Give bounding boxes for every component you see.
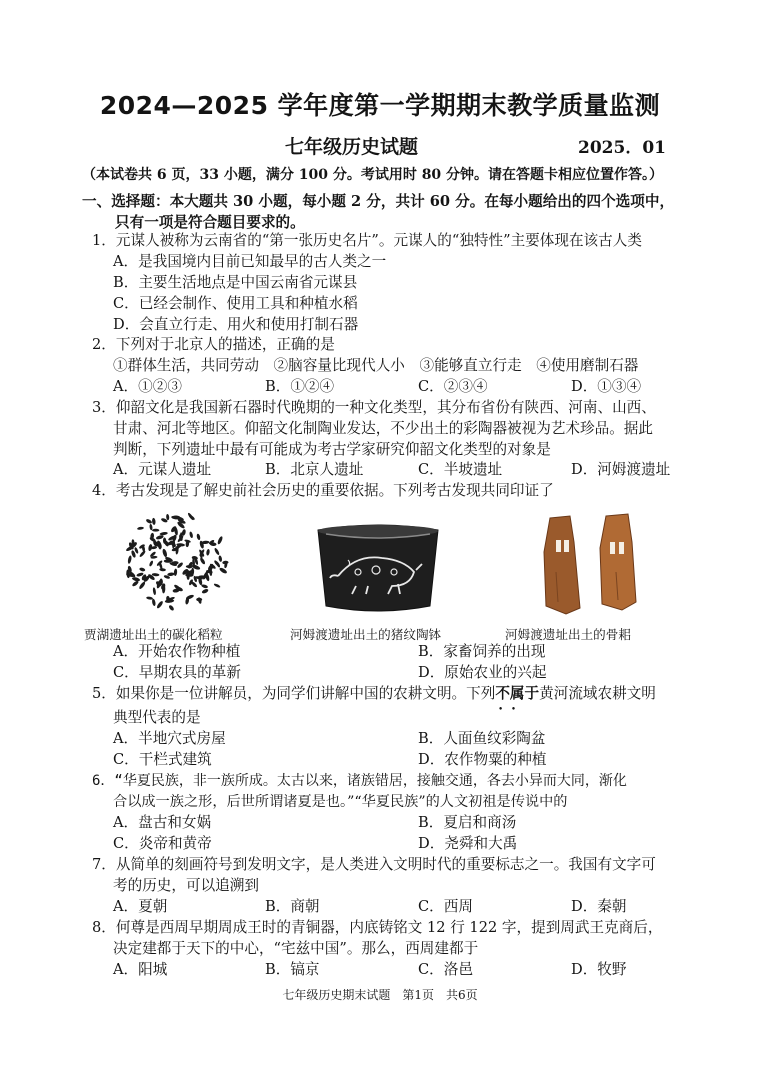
q5-stem-part1: 5．如果你是一位讲解员，为同学们讲解中国的农耕文明。下列: [92, 685, 496, 702]
q2-option-a: A．①②③: [113, 378, 182, 395]
q4-option-b: B．家畜饲养的出现: [418, 643, 546, 660]
q6-option-a: A．盘古和女娲: [113, 814, 212, 831]
section-heading: 一、选择题：本大题共 30 小题，每小题 2 分，共计 60 分。在每小题给出的四个选项中，: [82, 193, 675, 210]
q8-stem-line1: 8．何尊是西周早期周成王时的青铜器，内底铸铭文 12 行 122 字，提到周武王克商后，: [92, 919, 663, 936]
q8-option-c: C．洛邑: [418, 961, 473, 978]
q3-option-c: C．半坡遗址: [418, 461, 503, 478]
q8-option-b: B．镐京: [265, 961, 320, 978]
q4-stem: 4．考古发现是了解史前社会历史的重要依据。下列考古发现共同印证了: [92, 482, 554, 499]
q7-option-c: C．西周: [418, 898, 473, 915]
bone-spade-image: [536, 512, 646, 618]
q2-items: ①群体生活，共同劳动 ②脑容量比现代人小 ③能够直立行走 ④使用磨制石器: [113, 357, 639, 374]
q7-option-b: B．商朝: [265, 898, 320, 915]
q5-stem-line1: [92, 684, 656, 704]
q5-option-c: C．干栏式建筑: [113, 751, 212, 768]
q3-option-d: D．河姆渡遗址: [571, 461, 671, 478]
exam-title: 2024—2025 学年度第一学期期末教学质量监测: [99, 91, 661, 120]
q3-stem-line3: 判断，下列遗址中最有可能成为考古学家研究仰韶文化类型的对象是: [113, 441, 551, 458]
q1-option-d: D．会直立行走、用火和使用打制石器: [113, 316, 359, 333]
q3-stem-line2: 甘肃、河北等地区。仰韶文化制陶业发达，不少出土的彩陶器被视为艺术珍品。据此: [113, 420, 653, 437]
q4-option-a: A．开始农作物种植: [113, 643, 241, 660]
q1-option-a: A．是我国境内目前已知最早的古人类之一: [113, 253, 387, 270]
q7-option-d: D．秦朝: [571, 898, 627, 915]
q5-option-d: D．农作物粟的种植: [418, 751, 547, 768]
carbonized-rice-image: [116, 508, 236, 614]
q7-stem-line1: 7．从简单的刻画符号到发明文字，是人类进入文明时代的重要标志之一。我国有文字可: [92, 856, 656, 873]
pig-pattern-pottery-image: [312, 520, 444, 618]
exam-subtitle: 七年级历史试题: [285, 136, 419, 158]
q6-option-b: B．夏启和商汤: [418, 814, 517, 831]
q4-option-d: D．原始农业的兴起: [418, 664, 547, 681]
exam-note: （本试卷共 6 页，33 小题，满分 100 分。考试用时 80 分钟。请在答题卡相应位置作答。）: [82, 167, 664, 183]
q2-option-b: B．①②④: [265, 378, 335, 395]
image-caption-pottery: 河姆渡遗址出土的猪纹陶钵: [290, 627, 442, 642]
q3-stem-line1: 3．仰韶文化是我国新石器时代晚期的一种文化类型，其分布省份有陕西、河南、山西、: [92, 399, 656, 416]
q6-option-d: D．尧舜和大禹: [418, 835, 518, 852]
q3-option-a: A．元谋人遗址: [113, 461, 212, 478]
q7-option-a: A．夏朝: [113, 898, 168, 915]
q5-option-b: B．人面鱼纹彩陶盆: [418, 730, 546, 747]
q3-option-b: B．北京人遗址: [265, 461, 364, 478]
q6-stem-line2: 合以成一族之形，后世所谓诸夏是也。”“华夏民族”的人文初祖是传说中的: [113, 794, 568, 810]
q6-stem-line1: 6．“华夏民族，非一族所成。太古以来，诸族错居，接触交通，各去小异而大同，渐化: [92, 773, 627, 789]
q8-option-d: D．牧野: [571, 961, 627, 978]
q8-option-a: A．阳城: [113, 961, 168, 978]
page-footer: 七年级历史期末试题 第1页 共6页: [282, 988, 478, 1002]
q5-emphasis: 不属于 • •: [495, 685, 539, 702]
q2-option-d: D．①③④: [571, 378, 642, 395]
q1-option-c: C．已经会制作、使用工具和种植水稻: [113, 295, 358, 312]
exam-date: 2025．01: [578, 138, 666, 158]
q4-option-c: C．早期农具的革新: [113, 664, 241, 681]
section-heading-cont: 只有一项是符合题目要求的。: [115, 214, 305, 231]
image-caption-rice: 贾湖遗址出土的碳化稻粒: [84, 627, 223, 642]
q6-option-c: C．炎帝和黄帝: [113, 835, 212, 852]
q1-stem: 1．元谋人被称为云南省的“第一张历史名片”。元谋人的“独特性”主要体现在该古人类: [92, 232, 642, 249]
q5-stem-part3: 黄河流域农耕文明: [539, 685, 656, 702]
q8-stem-line2: 决定建都于天下的中心，“宅兹中国”。那么，西周建都于: [113, 940, 479, 957]
q2-stem: 2．下列对于北京人的描述，正确的是: [92, 336, 335, 353]
q5-option-a: A．半地穴式房屋: [113, 730, 226, 747]
q7-stem-line2: 考的历史，可以追溯到: [113, 877, 259, 894]
image-caption-bone-spade: 河姆渡遗址出土的骨耜: [505, 627, 631, 642]
q1-option-b: B．主要生活地点是中国云南省元谋县: [113, 274, 358, 291]
q2-option-c: C．②③④: [418, 378, 488, 395]
q5-stem-line2: 典型代表的是: [113, 709, 201, 726]
